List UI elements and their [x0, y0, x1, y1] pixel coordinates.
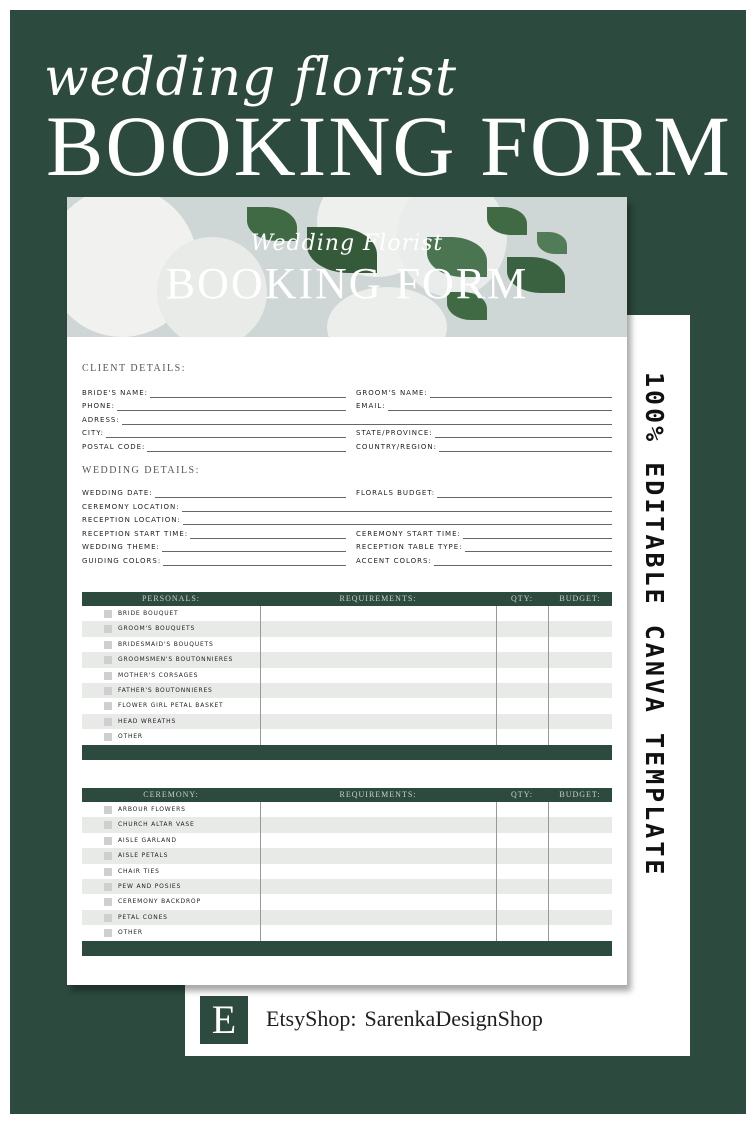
field-row	[82, 540, 612, 552]
etsy-label: EtsyShop:	[266, 1006, 357, 1031]
etsy-shop-link[interactable]	[266, 1006, 551, 1032]
table-row	[82, 848, 612, 863]
checkbox[interactable]	[104, 929, 112, 937]
checkbox[interactable]	[104, 687, 112, 695]
column-header: BUDGET:	[559, 790, 601, 799]
table-header	[82, 592, 612, 606]
table-row	[82, 668, 612, 683]
field-row	[82, 554, 612, 566]
table-row	[82, 925, 612, 940]
table-row	[82, 864, 612, 879]
table-row	[82, 729, 612, 744]
checkbox[interactable]	[104, 883, 112, 891]
column-divider	[496, 802, 497, 941]
item-label: PETAL CONES	[118, 913, 168, 921]
grooms-name-field[interactable]: GROOM'S NAME:	[356, 386, 612, 398]
checkbox[interactable]	[104, 625, 112, 633]
personals-table	[82, 592, 612, 761]
item-label: CEREMONY BACKDROP	[118, 898, 201, 906]
ceremony-location-field[interactable]: CEREMONY LOCATION:	[82, 500, 612, 512]
field-row	[82, 386, 612, 398]
page-title: BOOKING FORM	[46, 98, 732, 194]
country-field[interactable]: COUNTRY/REGION:	[356, 440, 612, 452]
reception-location-field[interactable]: RECEPTION LOCATION:	[82, 513, 612, 525]
checkbox[interactable]	[104, 656, 112, 664]
checkbox[interactable]	[104, 702, 112, 710]
side-banner: 100% EDITABLE CANVA TEMPLATE	[640, 372, 669, 878]
accent-colors-field[interactable]: ACCENT COLORS:	[356, 554, 612, 566]
item-label: ARBOUR FLOWERS	[118, 806, 186, 813]
checkbox[interactable]	[104, 733, 112, 741]
checkbox[interactable]	[104, 868, 112, 876]
item-label: GROOM'S BOUQUETS	[118, 625, 196, 633]
column-divider	[548, 802, 549, 941]
column-divider	[496, 606, 497, 745]
item-label: FLOWER GIRL PETAL BASKET	[118, 702, 224, 710]
address-field[interactable]: ADRESS:	[82, 413, 612, 425]
item-label: MOTHER'S CORSAGES	[118, 671, 199, 679]
column-divider	[260, 802, 261, 941]
table-row	[82, 606, 612, 621]
city-field[interactable]: CITY:	[82, 426, 346, 438]
table-row	[82, 802, 612, 817]
item-label: BRIDE BOUQUET	[118, 610, 179, 617]
item-label: GROOMSMEN'S BOUTONNIERES	[118, 656, 234, 664]
column-header: REQUIREMENTS:	[339, 790, 417, 799]
wedding-theme-field[interactable]: WEDDING THEME:	[82, 540, 346, 552]
table-row	[82, 652, 612, 667]
item-label: OTHER	[118, 929, 143, 937]
reception-start-field[interactable]: RECEPTION START TIME:	[82, 527, 346, 539]
state-field[interactable]: STATE/PROVINCE:	[356, 426, 612, 438]
field-row	[82, 440, 612, 452]
wedding-date-field[interactable]: WEDDING DATE:	[82, 486, 346, 498]
form-sheet	[67, 197, 627, 985]
script-title: wedding florist	[44, 48, 458, 108]
table-footer	[82, 745, 612, 760]
item-label: AISLE PETALS	[118, 852, 169, 860]
checkbox[interactable]	[104, 914, 112, 922]
table-footer	[82, 941, 612, 956]
column-header: BUDGET:	[559, 594, 601, 603]
column-divider	[548, 606, 549, 745]
table-row	[82, 833, 612, 848]
table-row	[82, 817, 612, 832]
hero-title: BOOKING FORM	[165, 259, 529, 308]
table-header	[82, 788, 612, 802]
item-label: HEAD WREATHS	[118, 717, 177, 725]
email-field[interactable]: EMAIL:	[356, 399, 612, 411]
field-row	[82, 513, 612, 525]
ceremony-start-field[interactable]: CEREMONY START TIME:	[356, 527, 612, 539]
checkbox[interactable]	[104, 672, 112, 680]
checkbox[interactable]	[104, 821, 112, 829]
column-header: QTY:	[511, 594, 533, 603]
table-row	[82, 698, 612, 713]
checkbox[interactable]	[104, 852, 112, 860]
column-header: REQUIREMENTS:	[339, 594, 417, 603]
field-row	[82, 486, 612, 498]
table-row	[82, 637, 612, 652]
table-row	[82, 879, 612, 894]
etsy-logo-icon: E	[200, 996, 248, 1044]
item-label: OTHER	[118, 733, 143, 741]
postal-code-field[interactable]: POSTAL CODE:	[82, 440, 346, 452]
ceremony-table	[82, 788, 612, 957]
background-frame	[10, 10, 746, 1114]
column-divider	[260, 606, 261, 745]
field-row	[82, 413, 612, 425]
hero-image	[67, 197, 627, 337]
item-label: BRIDESMAID'S BOUQUETS	[118, 640, 214, 648]
table-type-field[interactable]: RECEPTION TABLE TYPE:	[356, 540, 612, 552]
guiding-colors-field[interactable]: GUIDING COLORS:	[82, 554, 346, 566]
table-row	[82, 683, 612, 698]
checkbox[interactable]	[104, 806, 112, 814]
client-details-heading: CLIENT DETAILS:	[82, 363, 187, 374]
column-header: PERSONALS:	[141, 594, 200, 603]
table-row	[82, 894, 612, 909]
field-row	[82, 399, 612, 411]
hero-script-title: Wedding Florist	[250, 231, 444, 256]
item-label: FATHER'S BOUTONNIERES	[118, 686, 213, 694]
field-row	[82, 500, 612, 512]
table-row	[82, 714, 612, 729]
column-header: CEREMONY:	[143, 790, 199, 799]
item-label: CHAIR TIES	[118, 867, 160, 875]
column-header: QTY:	[511, 790, 533, 799]
field-row	[82, 527, 612, 539]
phone-field[interactable]: PHONE:	[82, 399, 346, 411]
item-label: PEW AND POSIES	[118, 882, 182, 890]
florals-budget-field[interactable]: FLORALS BUDGET:	[356, 486, 612, 498]
wedding-details-heading: WEDDING DETAILS:	[82, 465, 200, 476]
checkbox[interactable]	[104, 610, 112, 618]
etsy-shop-name: SarenkaDesignShop	[364, 1006, 543, 1031]
table-row	[82, 910, 612, 925]
brides-name-field[interactable]: BRIDE'S NAME:	[82, 386, 346, 398]
checkbox[interactable]	[104, 837, 112, 845]
item-label: CHURCH ALTAR VASE	[118, 821, 195, 829]
table-row	[82, 621, 612, 636]
item-label: AISLE GARLAND	[118, 836, 177, 844]
checkbox[interactable]	[104, 718, 112, 726]
checkbox[interactable]	[104, 641, 112, 649]
checkbox[interactable]	[104, 898, 112, 906]
field-row	[82, 426, 612, 438]
